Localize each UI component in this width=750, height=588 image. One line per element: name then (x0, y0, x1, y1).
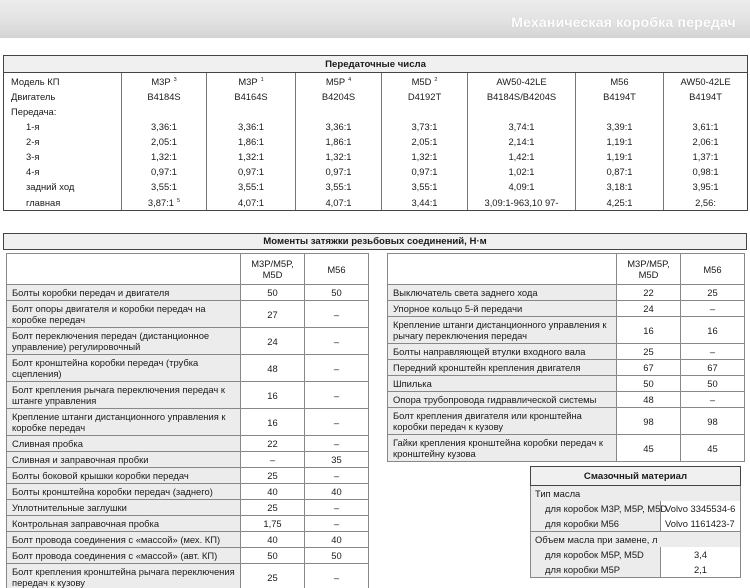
torque-col-header: M3P/M5P, M5D (617, 254, 681, 285)
ratio-cell (468, 149, 576, 164)
lubricant-label: для коробок M3P, M5P, M5D (531, 501, 661, 516)
ratio-value: 3,74:1 (508, 121, 535, 132)
torque-row (388, 408, 745, 435)
torque-row (388, 301, 745, 317)
footnote-mark: 5 (177, 198, 181, 204)
ratio-cell (664, 164, 748, 179)
ratio-value: 1,37:1 (692, 151, 719, 162)
torque-value: – (681, 392, 745, 408)
torque-item-name: Крепление штанги дистанционного управления к коробке передач (7, 409, 241, 436)
ratio-value: 2,56: (695, 196, 716, 208)
torque-value: 48 (241, 355, 305, 382)
torque-value: 67 (681, 360, 745, 376)
ratio-cell (122, 104, 207, 119)
ratio-cell (122, 149, 207, 164)
torque-value: 24 (241, 328, 305, 355)
torque-value: – (305, 564, 369, 588)
torque-item-name: Сливная пробка (7, 436, 241, 452)
torque-item-name: Уплотнительные заглушки (7, 500, 241, 516)
torque-col-header: M56 (305, 254, 369, 285)
oil-type-label: Тип масла (531, 486, 741, 502)
lubricant-row (531, 516, 741, 532)
ratio-cell (576, 104, 664, 119)
ratio-cell (382, 73, 468, 90)
torque-value: 1,75 (241, 516, 305, 532)
torque-title: Моменты затяжки резьбовых соединений, Н·м (3, 233, 747, 250)
engine-code: B4184S (147, 91, 181, 102)
ratio-cell (296, 164, 382, 179)
engine-code: D4192T (407, 91, 442, 102)
torque-value: 16 (681, 317, 745, 344)
ratio-cell (664, 119, 748, 134)
ratio-cell (576, 119, 664, 134)
ratio-cell (207, 89, 296, 104)
gear-ratio-title: Передаточные числа (4, 56, 748, 73)
ratio-row (4, 119, 748, 134)
torque-item-name: Контрольная заправочная пробка (7, 516, 241, 532)
ratio-value: 3,61:1 (692, 121, 719, 132)
ratio-cell (382, 104, 468, 119)
ratio-value: 1,32:1 (325, 151, 352, 162)
torque-header-row (7, 254, 369, 285)
torque-table-right (387, 253, 745, 462)
ratio-row-label: 3-я (4, 149, 122, 164)
ratio-cell (207, 119, 296, 134)
ratio-cell (576, 89, 664, 104)
ratio-row-label: 4-я (4, 164, 122, 179)
torque-row (388, 360, 745, 376)
torque-row (7, 452, 369, 468)
lubricant-value: 2,1 (661, 562, 741, 578)
torque-value: – (305, 355, 369, 382)
header-banner (0, 0, 750, 38)
torque-value: 40 (241, 532, 305, 548)
ratio-cell (468, 104, 576, 119)
torque-value: 25 (241, 500, 305, 516)
gearbox-model: M3P (238, 76, 258, 87)
ratio-cell (207, 149, 296, 164)
torque-item-name: Болты кронштейна коробки передач (заднего) (7, 484, 241, 500)
ratio-cell (468, 73, 576, 90)
ratio-cell (576, 179, 664, 194)
torque-value: 40 (305, 532, 369, 548)
torque-value: 45 (617, 435, 681, 462)
ratio-cell (207, 73, 296, 90)
ratio-value: 3,55:1 (237, 181, 265, 192)
engine-code: B4184S/B4204S (486, 91, 557, 102)
lubricant-label: для коробки M56 (531, 516, 661, 532)
ratio-value: 2,05:1 (150, 136, 178, 147)
ratio-value: 1,86:1 (325, 136, 352, 147)
ratio-cell (207, 179, 296, 194)
ratio-value: 3,36:1 (237, 121, 265, 132)
ratio-cell (664, 134, 748, 149)
oil-volume-label: Объем масла при замене, л (531, 532, 741, 548)
ratio-value: 0,87:1 (606, 166, 633, 177)
torque-table-left (6, 253, 369, 588)
torque-item-name: Болты направляющей втулки входного вала (388, 344, 617, 360)
torque-item-name: Болт крепления двигателя или кронштейна коробки передач к кузову (388, 408, 617, 435)
torque-value: 25 (681, 285, 745, 301)
torque-row (7, 516, 369, 532)
torque-row (7, 355, 369, 382)
ratio-cell (468, 179, 576, 194)
ratio-cell (122, 179, 207, 194)
ratio-cell (122, 119, 207, 134)
ratio-value: 3,55:1 (411, 181, 438, 192)
ratio-value: 1,32:1 (150, 151, 178, 162)
torque-item-name: Сливная и заправочная пробки (7, 452, 241, 468)
ratio-value: 0,98:1 (692, 166, 719, 177)
ratio-cell (468, 134, 576, 149)
torque-row (7, 285, 369, 301)
torque-row (388, 376, 745, 392)
ratio-cell (207, 194, 296, 211)
ratio-cell (468, 194, 576, 211)
ratio-value: 3,73:1 (411, 121, 438, 132)
ratio-cell (576, 149, 664, 164)
torque-value: – (681, 301, 745, 317)
torque-header-blank (388, 254, 617, 285)
ratio-cell (382, 179, 468, 194)
ratio-cell (296, 149, 382, 164)
ratio-value: 0,97:1 (411, 166, 438, 177)
ratio-cell (122, 89, 207, 104)
torque-row (388, 317, 745, 344)
torque-value: 16 (241, 382, 305, 409)
ratio-value: 3,18:1 (606, 181, 633, 192)
torque-value: – (305, 516, 369, 532)
ratio-value: 1,42:1 (508, 151, 535, 162)
torque-value: – (681, 344, 745, 360)
torque-row (7, 468, 369, 484)
torque-value: – (305, 328, 369, 355)
torque-item-name: Болт кронштейна коробки передач (трубка сцепления) (7, 355, 241, 382)
torque-item-name: Болт провода соединения с «массой» (авт. КП) (7, 548, 241, 564)
torque-item-name: Болт опоры двигателя и коробки передач на коробке передач (7, 301, 241, 328)
torque-row (7, 500, 369, 516)
torque-item-name: Болт переключения передач (дистанционное управление) регулировочный (7, 328, 241, 355)
ratio-cell (296, 73, 382, 90)
torque-row (7, 532, 369, 548)
torque-value: 50 (305, 548, 369, 564)
ratio-cell (122, 134, 207, 149)
ratio-value: 3,36:1 (150, 121, 178, 132)
torque-item-name: Болт крепления кронштейна рычага переключения передач к кузову (7, 564, 241, 588)
ratio-row (4, 134, 748, 149)
torque-value: 98 (681, 408, 745, 435)
torque-value: 16 (241, 409, 305, 436)
ratio-value: 3,39:1 (606, 121, 633, 132)
gearbox-model: M5D (411, 76, 432, 87)
torque-row (388, 344, 745, 360)
ratio-value: 3,95:1 (692, 181, 719, 192)
ratio-value: 1,32:1 (237, 151, 265, 162)
torque-value: 50 (617, 376, 681, 392)
ratio-cell (664, 179, 748, 194)
torque-value: 50 (241, 548, 305, 564)
lubricant-row (531, 547, 741, 562)
ratio-value: 2,05:1 (411, 136, 438, 147)
ratio-value: 4,07:1 (325, 196, 352, 208)
ratio-value: 4,09:1 (508, 181, 535, 192)
torque-value: – (305, 468, 369, 484)
lubricant-table (530, 466, 741, 578)
ratio-cell (296, 194, 382, 211)
footnote-mark: 4 (348, 77, 352, 83)
ratio-row (4, 194, 748, 211)
torque-value: 50 (305, 285, 369, 301)
ratio-value: 1,02:1 (508, 166, 535, 177)
torque-col-header: M3P/M5P, M5D (241, 254, 305, 285)
torque-item-name: Болты боковой крышки коробки передач (7, 468, 241, 484)
torque-value: 48 (617, 392, 681, 408)
torque-value: 98 (617, 408, 681, 435)
torque-row (7, 436, 369, 452)
ratio-row (4, 89, 748, 104)
torque-item-name: Выключатель света заднего хода (388, 285, 617, 301)
torque-row (388, 285, 745, 301)
torque-row (7, 301, 369, 328)
ratio-cell (576, 134, 664, 149)
ratio-cell (296, 104, 382, 119)
ratio-row (4, 164, 748, 179)
torque-value: – (305, 301, 369, 328)
ratio-cell (664, 73, 748, 90)
ratio-cell (207, 134, 296, 149)
lubricant-row (531, 532, 741, 548)
ratio-cell (122, 194, 207, 211)
engine-code: B4164S (234, 91, 268, 102)
ratio-cell (382, 134, 468, 149)
ratio-cell (576, 194, 664, 211)
ratio-cell (296, 89, 382, 104)
ratio-row-label: Передача: (4, 104, 122, 119)
gearbox-model: AW50-42LE (680, 75, 731, 87)
torque-item-name: Крепление штанги дистанционного управления к рычагу переключения передач (388, 317, 617, 344)
ratio-value: 4,07:1 (237, 196, 265, 208)
ratio-cell (382, 164, 468, 179)
lubricant-value: 3,4 (661, 547, 741, 562)
footnote-mark: 2 (434, 77, 438, 83)
torque-value: 16 (617, 317, 681, 344)
ratio-value: 3,36:1 (325, 121, 352, 132)
ratio-cell (664, 89, 748, 104)
ratio-value: 0,97:1 (150, 166, 178, 177)
ratio-cell (382, 194, 468, 211)
torque-value: 40 (305, 484, 369, 500)
lubricant-row (531, 486, 741, 502)
torque-row (7, 409, 369, 436)
ratio-row (4, 73, 748, 90)
ratio-cell (207, 164, 296, 179)
ratio-value: 4,25:1 (606, 196, 633, 208)
torque-value: 22 (617, 285, 681, 301)
ratio-row-label: 2-я (4, 134, 122, 149)
gear-ratio-table (3, 55, 748, 211)
torque-row (7, 564, 369, 588)
page-title: Механическая коробка передач (511, 14, 736, 30)
ratio-row-label: главная (4, 194, 122, 211)
ratio-cell (296, 134, 382, 149)
torque-value: 24 (617, 301, 681, 317)
gearbox-model: M3P (151, 76, 171, 87)
lubricant-label: для коробки M5P (531, 562, 661, 578)
ratio-value: 0,97:1 (237, 166, 265, 177)
lubricant-title: Смазочный материал (531, 467, 741, 486)
torque-value: 50 (241, 285, 305, 301)
ratio-cell (468, 119, 576, 134)
ratio-cell (122, 164, 207, 179)
gearbox-model: M56 (610, 75, 629, 87)
ratio-cell (382, 119, 468, 134)
torque-value: 40 (241, 484, 305, 500)
ratio-value: 3,55:1 (325, 181, 352, 192)
ratio-row (4, 179, 748, 194)
torque-value: 25 (241, 468, 305, 484)
lubricant-value: Volvo 3345534-6 (661, 501, 741, 516)
ratio-row (4, 104, 748, 119)
torque-value: 22 (241, 436, 305, 452)
ratio-row-label: 1-я (4, 119, 122, 134)
torque-item-name: Упорное кольцо 5-й передачи (388, 301, 617, 317)
ratio-cell (122, 73, 207, 90)
lubricant-label: для коробок M5P, M5D (531, 547, 661, 562)
lubricant-value: Volvo 1161423-7 (661, 516, 741, 532)
ratio-value: 3,55:1 (150, 181, 178, 192)
torque-value: – (305, 500, 369, 516)
ratio-cell (576, 164, 664, 179)
torque-item-name: Болты коробки передач и двигателя (7, 285, 241, 301)
ratio-cell (382, 149, 468, 164)
torque-row (388, 392, 745, 408)
torque-row (388, 435, 745, 462)
torque-value: 25 (617, 344, 681, 360)
torque-value: 25 (241, 564, 305, 588)
ratio-cell (382, 89, 468, 104)
engine-code: B4204S (321, 91, 356, 102)
ratio-row-label: Двигатель (4, 89, 122, 104)
torque-value: – (305, 409, 369, 436)
lubricant-title-row (531, 467, 741, 486)
engine-code: B4194T (603, 91, 636, 102)
torque-col-header: M56 (681, 254, 745, 285)
ratio-value: 3,09:1-963,10 97- (484, 196, 559, 208)
torque-item-name: Передний кронштейн крепления двигателя (388, 360, 617, 376)
ratio-cell (576, 73, 664, 90)
ratio-cell (468, 164, 576, 179)
torque-row (7, 548, 369, 564)
gearbox-model: M5P (325, 76, 346, 87)
torque-value: 27 (241, 301, 305, 328)
ratio-cell (296, 119, 382, 134)
ratio-value: 2,14:1 (508, 136, 535, 147)
torque-header-row (388, 254, 745, 285)
torque-value: 35 (305, 452, 369, 468)
ratio-value: 1,86:1 (237, 136, 265, 147)
ratio-cell (664, 104, 748, 119)
torque-value: 67 (617, 360, 681, 376)
ratio-value: 3,87:1 (147, 197, 174, 208)
lubricant-row (531, 501, 741, 516)
torque-value: – (305, 382, 369, 409)
ratio-cell (207, 104, 296, 119)
torque-item-name: Шпилька (388, 376, 617, 392)
torque-row (7, 382, 369, 409)
gearbox-model: AW50-42LE (496, 75, 547, 87)
ratio-cell (664, 194, 748, 211)
torque-value: – (305, 436, 369, 452)
ratio-row-label: задний ход (4, 179, 122, 194)
engine-code: B4194T (689, 91, 722, 102)
torque-row (7, 328, 369, 355)
ratio-row-label: Модель КП (4, 73, 122, 90)
torque-item-name: Гайки крепления кронштейна коробки передач к кронштейну кузова (388, 435, 617, 462)
footnote-mark: 3 (173, 77, 177, 83)
ratio-value: 1,19:1 (606, 136, 633, 147)
ratio-cell (664, 149, 748, 164)
ratio-cell (296, 179, 382, 194)
ratio-value: 0,97:1 (325, 166, 352, 177)
torque-value: – (241, 452, 305, 468)
lubricant-row (531, 562, 741, 578)
torque-row (7, 484, 369, 500)
ratio-value: 1,32:1 (411, 151, 438, 162)
ratio-row (4, 149, 748, 164)
torque-item-name: Опора трубопровода гидравлической системы (388, 392, 617, 408)
torque-item-name: Болт крепления рычага переключения передач к штанге управления (7, 382, 241, 409)
torque-item-name: Болт провода соединения с «массой» (мех. КП) (7, 532, 241, 548)
ratio-value: 1,19:1 (606, 151, 633, 162)
ratio-value: 3,44:1 (411, 196, 438, 208)
torque-value: 50 (681, 376, 745, 392)
torque-header-blank (7, 254, 241, 285)
ratio-value: 2,06:1 (692, 136, 719, 147)
torque-value: 45 (681, 435, 745, 462)
ratio-cell (468, 89, 576, 104)
footnote-mark: 1 (260, 77, 264, 83)
